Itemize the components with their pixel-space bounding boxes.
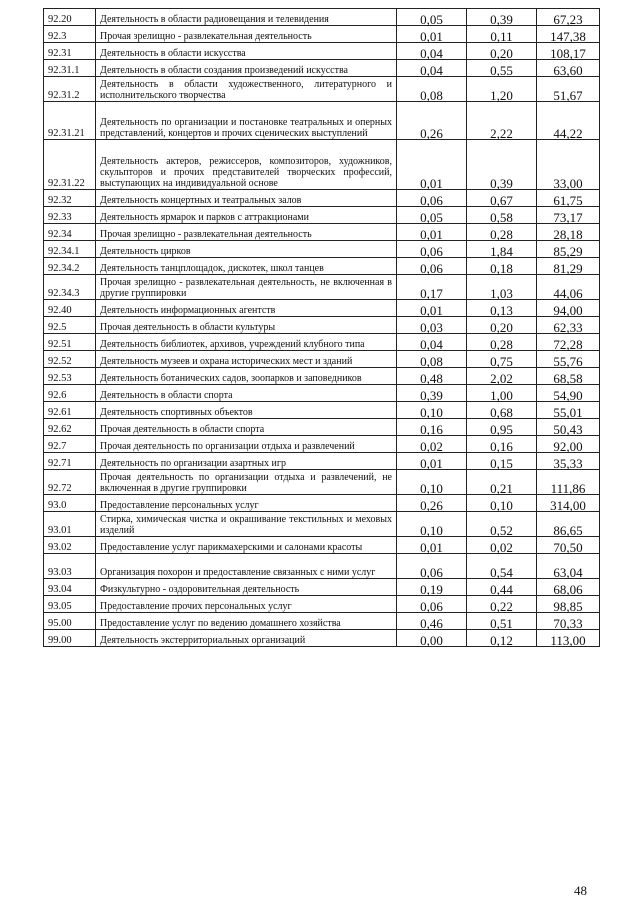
row-value-3: 85,29 [537, 241, 600, 258]
row-code: 92.61 [44, 402, 96, 419]
table-row [44, 275, 600, 300]
row-value-2: 0,68 [467, 402, 537, 419]
row-value-2: 1,84 [467, 241, 537, 258]
row-name: Физкультурно - оздоровительная деятельность [96, 579, 397, 596]
row-value-2: 0,75 [467, 351, 537, 368]
table-row [44, 207, 600, 224]
row-value-2: 2,02 [467, 368, 537, 385]
row-code: 99.00 [44, 630, 96, 647]
row-value-2: 0,58 [467, 207, 537, 224]
row-value-3: 81,29 [537, 258, 600, 275]
table-row [44, 241, 600, 258]
row-name: Предоставление услуг по ведению домашнего хозяйства [96, 613, 397, 630]
row-value-3: 61,75 [537, 190, 600, 207]
row-name: Деятельность актеров, режиссеров, композиторов, художников, скульпторов и прочих представителей творческих профессий, выступающих на индивидуальной основе [96, 140, 397, 190]
row-name: Деятельность по организации азартных игр [96, 453, 397, 470]
row-value-2: 0,44 [467, 579, 537, 596]
row-name: Прочая деятельность по организации отдыха и развлечений, не включенная в другие группировки [96, 470, 397, 495]
row-value-3: 113,00 [537, 630, 600, 647]
row-value-3: 68,58 [537, 368, 600, 385]
table-row [44, 613, 600, 630]
row-code: 92.34.2 [44, 258, 96, 275]
row-value-2: 1,20 [467, 77, 537, 102]
row-value-3: 314,00 [537, 495, 600, 512]
row-name: Прочая деятельность в области спорта [96, 419, 397, 436]
row-code: 92.34.1 [44, 241, 96, 258]
row-code: 92.32 [44, 190, 96, 207]
row-code: 93.04 [44, 579, 96, 596]
row-name: Деятельность в области спорта [96, 385, 397, 402]
row-value-1: 0,04 [397, 334, 467, 351]
row-value-3: 67,23 [537, 9, 600, 26]
table-row [44, 453, 600, 470]
row-value-2: 0,51 [467, 613, 537, 630]
row-value-2: 0,22 [467, 596, 537, 613]
row-value-1: 0,06 [397, 190, 467, 207]
row-name: Деятельность цирков [96, 241, 397, 258]
row-value-2: 0,21 [467, 470, 537, 495]
row-value-3: 54,90 [537, 385, 600, 402]
table-row [44, 512, 600, 537]
row-code: 92.6 [44, 385, 96, 402]
row-value-3: 63,60 [537, 60, 600, 77]
row-value-2: 0,52 [467, 512, 537, 537]
row-code: 92.71 [44, 453, 96, 470]
row-value-1: 0,03 [397, 317, 467, 334]
activity-table [43, 8, 600, 647]
table-row [44, 334, 600, 351]
row-value-1: 0,48 [397, 368, 467, 385]
table-row [44, 385, 600, 402]
row-value-3: 94,00 [537, 300, 600, 317]
row-value-3: 68,06 [537, 579, 600, 596]
row-name: Деятельность спортивных объектов [96, 402, 397, 419]
table-row [44, 368, 600, 385]
row-value-1: 0,10 [397, 512, 467, 537]
row-value-2: 0,11 [467, 26, 537, 43]
row-name: Организация похорон и предоставление связанных с ними услуг [96, 554, 397, 579]
table-row [44, 26, 600, 43]
row-code: 92.40 [44, 300, 96, 317]
table-body [44, 9, 600, 647]
row-value-1: 0,10 [397, 402, 467, 419]
row-code: 92.34.3 [44, 275, 96, 300]
row-value-3: 51,67 [537, 77, 600, 102]
row-value-3: 86,65 [537, 512, 600, 537]
row-value-1: 0,06 [397, 241, 467, 258]
row-value-3: 44,22 [537, 102, 600, 140]
row-value-2: 0,02 [467, 537, 537, 554]
page-number: 48 [574, 883, 587, 898]
row-name: Деятельность танцплощадок, дискотек, школ танцев [96, 258, 397, 275]
row-code: 92.33 [44, 207, 96, 224]
row-value-2: 0,28 [467, 334, 537, 351]
row-value-1: 0,01 [397, 224, 467, 241]
table-row [44, 77, 600, 102]
row-value-3: 28,18 [537, 224, 600, 241]
row-name: Предоставление услуг парикмахерскими и салонами красоты [96, 537, 397, 554]
row-value-1: 0,01 [397, 537, 467, 554]
row-value-2: 0,18 [467, 258, 537, 275]
row-code: 92.51 [44, 334, 96, 351]
table-row [44, 317, 600, 334]
row-value-1: 0,04 [397, 60, 467, 77]
row-value-1: 0,04 [397, 43, 467, 60]
row-name: Деятельность информационных агентств [96, 300, 397, 317]
table-row [44, 579, 600, 596]
table-row [44, 224, 600, 241]
row-code: 92.7 [44, 436, 96, 453]
table-row [44, 258, 600, 275]
row-code: 92.20 [44, 9, 96, 26]
table-row [44, 554, 600, 579]
row-value-2: 0,28 [467, 224, 537, 241]
row-code: 92.5 [44, 317, 96, 334]
row-name: Прочая зрелищно - развлекательная деятельность [96, 224, 397, 241]
row-value-1: 0,10 [397, 470, 467, 495]
row-value-2: 0,16 [467, 436, 537, 453]
row-value-3: 50,43 [537, 419, 600, 436]
row-value-1: 0,19 [397, 579, 467, 596]
table-row [44, 43, 600, 60]
row-value-2: 0,55 [467, 60, 537, 77]
row-value-1: 0,46 [397, 613, 467, 630]
row-code: 92.31 [44, 43, 96, 60]
row-code: 92.31.21 [44, 102, 96, 140]
table-row [44, 630, 600, 647]
row-name: Деятельность экстерриториальных организаций [96, 630, 397, 647]
table-row [44, 537, 600, 554]
row-value-1: 0,01 [397, 26, 467, 43]
table-row [44, 9, 600, 26]
table-row [44, 495, 600, 512]
row-name: Деятельность музеев и охрана исторических мест и зданий [96, 351, 397, 368]
row-value-2: 0,67 [467, 190, 537, 207]
row-value-2: 0,20 [467, 43, 537, 60]
row-value-1: 0,01 [397, 300, 467, 317]
row-value-2: 1,03 [467, 275, 537, 300]
row-code: 93.03 [44, 554, 96, 579]
row-value-2: 0,95 [467, 419, 537, 436]
row-name: Деятельность концертных и театральных залов [96, 190, 397, 207]
row-value-3: 63,04 [537, 554, 600, 579]
row-value-1: 0,16 [397, 419, 467, 436]
row-value-1: 0,01 [397, 453, 467, 470]
table-row [44, 470, 600, 495]
row-code: 92.72 [44, 470, 96, 495]
row-value-1: 0,06 [397, 554, 467, 579]
row-name: Прочая деятельность по организации отдыха и развлечений [96, 436, 397, 453]
row-value-1: 0,26 [397, 495, 467, 512]
row-value-1: 0,02 [397, 436, 467, 453]
row-name: Предоставление прочих персональных услуг [96, 596, 397, 613]
table-row [44, 402, 600, 419]
row-name: Предоставление персональных услуг [96, 495, 397, 512]
table-row [44, 436, 600, 453]
row-code: 93.0 [44, 495, 96, 512]
table-row [44, 140, 600, 190]
row-name: Деятельность в области создания произведений искусства [96, 60, 397, 77]
row-value-1: 0,00 [397, 630, 467, 647]
row-value-1: 0,05 [397, 207, 467, 224]
row-code: 92.3 [44, 26, 96, 43]
row-code: 92.31.1 [44, 60, 96, 77]
row-value-2: 0,39 [467, 9, 537, 26]
row-name: Деятельность в области художественного, литературного и исполнительского творчества [96, 77, 397, 102]
row-value-1: 0,01 [397, 140, 467, 190]
row-value-2: 0,15 [467, 453, 537, 470]
row-code: 92.31.2 [44, 77, 96, 102]
row-code: 92.52 [44, 351, 96, 368]
row-name: Деятельность библиотек, архивов, учреждений клубного типа [96, 334, 397, 351]
row-value-3: 55,01 [537, 402, 600, 419]
row-value-1: 0,06 [397, 258, 467, 275]
row-name: Деятельность в области радиовещания и телевидения [96, 9, 397, 26]
table-row [44, 102, 600, 140]
row-value-3: 35,33 [537, 453, 600, 470]
row-name: Прочая деятельность в области культуры [96, 317, 397, 334]
row-value-3: 33,00 [537, 140, 600, 190]
row-value-3: 108,17 [537, 43, 600, 60]
row-value-1: 0,39 [397, 385, 467, 402]
row-value-2: 1,00 [467, 385, 537, 402]
row-value-2: 0,12 [467, 630, 537, 647]
row-value-1: 0,08 [397, 351, 467, 368]
table-row [44, 419, 600, 436]
row-value-3: 62,33 [537, 317, 600, 334]
row-name: Деятельность ярмарок и парков с аттракционами [96, 207, 397, 224]
row-value-1: 0,17 [397, 275, 467, 300]
row-value-2: 0,13 [467, 300, 537, 317]
row-name: Стирка, химическая чистка и окрашивание текстильных и меховых изделий [96, 512, 397, 537]
row-value-1: 0,05 [397, 9, 467, 26]
row-value-3: 72,28 [537, 334, 600, 351]
table-row [44, 300, 600, 317]
row-name: Деятельность ботанических садов, зоопарков и заповедников [96, 368, 397, 385]
row-value-3: 70,50 [537, 537, 600, 554]
row-value-3: 98,85 [537, 596, 600, 613]
row-code: 95.00 [44, 613, 96, 630]
row-value-3: 70,33 [537, 613, 600, 630]
table-row [44, 60, 600, 77]
row-code: 93.05 [44, 596, 96, 613]
row-value-1: 0,26 [397, 102, 467, 140]
row-name: Прочая зрелищно - развлекательная деятельность [96, 26, 397, 43]
table-row [44, 351, 600, 368]
row-value-1: 0,08 [397, 77, 467, 102]
row-code: 92.53 [44, 368, 96, 385]
row-code: 92.62 [44, 419, 96, 436]
row-value-3: 55,76 [537, 351, 600, 368]
row-value-2: 0,20 [467, 317, 537, 334]
row-value-1: 0,06 [397, 596, 467, 613]
row-name: Деятельность по организации и постановке театральных и оперных представлений, концертов и прочих сценических выступлений [96, 102, 397, 140]
row-code: 93.02 [44, 537, 96, 554]
row-name: Прочая зрелищно - развлекательная деятельность, не включенная в другие группировки [96, 275, 397, 300]
table-row [44, 596, 600, 613]
row-code: 92.31.22 [44, 140, 96, 190]
row-value-3: 92,00 [537, 436, 600, 453]
row-code: 93.01 [44, 512, 96, 537]
row-value-2: 0,10 [467, 495, 537, 512]
row-value-3: 147,38 [537, 26, 600, 43]
row-value-2: 0,54 [467, 554, 537, 579]
row-name: Деятельность в области искусства [96, 43, 397, 60]
table-row [44, 190, 600, 207]
row-value-3: 44,06 [537, 275, 600, 300]
row-value-2: 0,39 [467, 140, 537, 190]
row-code: 92.34 [44, 224, 96, 241]
row-value-2: 2,22 [467, 102, 537, 140]
row-value-3: 73,17 [537, 207, 600, 224]
row-value-3: 111,86 [537, 470, 600, 495]
